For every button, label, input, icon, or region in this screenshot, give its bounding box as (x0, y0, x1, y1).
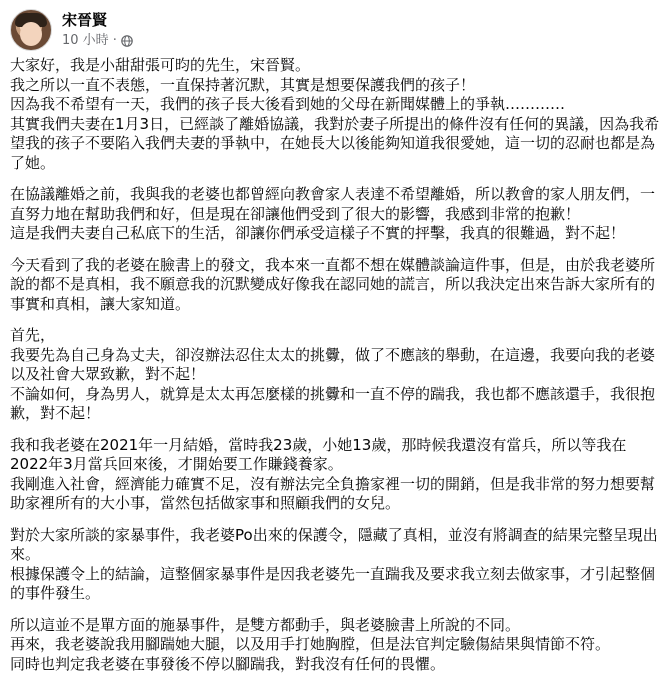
post-text-line: 大家好，我是小甜甜張可昀的先生，宋晉賢。 (10, 56, 660, 76)
post-paragraph (10, 436, 660, 514)
post-text-line: 首先， (10, 326, 660, 346)
meta-separator: · (113, 32, 117, 49)
post-time[interactable]: 10 小時 (62, 32, 109, 49)
author-name[interactable]: 宋晉賢 (62, 11, 133, 30)
post-text-line: 其實我們夫妻在1月3日，已經談了離婚協議，我對於妻子所提出的條件沒有任何的異議，因為我希望我的孩子不要陷入我們夫妻的爭執中，在她長大以後能夠知道我很愛她，這一切的忍耐也都是為了她。 (10, 115, 660, 174)
post-body (10, 56, 660, 674)
post-text-line: 今天看到了我的老婆在臉書上的發文，我本來一直都不想在媒體談論這件事，但是，由於我老婆所說的都不是真相，我不願意我的沉默變成好像我在認同她的謊言，所以我決定出來告訴大家所有的事實和真相，讓大家知道。 (10, 256, 660, 315)
post-text-line: 對於大家所談的家暴事件，我老婆Po出來的保護令，隱藏了真相，並沒有將調查的結果完整呈現出來。 (10, 526, 660, 565)
post-text-line: 因為我不希望有一天，我們的孩子長大後看到她的父母在新聞媒體上的爭執………… (10, 95, 660, 115)
post-paragraph (10, 256, 660, 315)
post-text-line: 不論如何，身為男人，就算是太太再怎麼樣的挑釁和一直不停的踹我，我也都不應該還手，我很抱歉，對不起！ (10, 385, 660, 424)
post-text-line: 所以這並不是單方面的施暴事件，是雙方都動手，與老婆臉書上所說的不同。 (10, 616, 660, 636)
post-text-line: 我和我老婆在2021年一月結婚，當時我23歲，小她13歲，那時候我還沒有當兵，所以等我在2022年3月當兵回來後，才開始要工作賺錢養家。 (10, 436, 660, 475)
avatar[interactable] (10, 9, 52, 51)
post-paragraph (10, 185, 660, 244)
post-paragraph (10, 56, 660, 173)
post-paragraph (10, 616, 660, 674)
avatar-face (20, 22, 42, 46)
post-meta (62, 32, 133, 49)
post-text-line: 我之所以一直不表態，一直保持著沉默，其實是想要保護我們的孩子！ (10, 76, 660, 96)
post-header (10, 8, 133, 52)
post-text-line: 我要先為自己身為丈夫，卻沒辦法忍住太太的挑釁，做了不應該的舉動，在這邊，我要向我的老婆以及社會大眾致歉，對不起！ (10, 346, 660, 385)
post-text-line: 在協議離婚之前，我與我的老婆也都曾經向教會家人表達不希望離婚，所以教會的家人朋友們，一直努力地在幫助我們和好，但是現在卻讓他們受到了很大的影響，我感到非常的抱歉！ (10, 185, 660, 224)
post-paragraph (10, 326, 660, 424)
header-text (62, 11, 133, 49)
globe-icon[interactable] (121, 35, 133, 47)
post-text-line: 同時也判定我老婆在事發後不停以腳踹我，對我沒有任何的畏懼。 (10, 655, 660, 674)
post-text-line: 再來，我老婆說我用腳踹她大腿，以及用手打她胸膛，但是法官判定驗傷結果與情節不符。 (10, 635, 660, 655)
post-paragraph (10, 526, 660, 604)
post-text-line: 我剛進入社會，經濟能力確實不足，沒有辦法完全負擔家裡一切的開銷，但是我非常的努力想要幫助家裡所有的大小事，當然包括做家事和照顧我們的女兒。 (10, 475, 660, 514)
post-text-line: 根據保護令上的結論，這整個家暴事件是因我老婆先一直踹我及要求我立刻去做家事，才引起整個的事件發生。 (10, 565, 660, 604)
post-text-line: 這是我們夫妻自己私底下的生活，卻讓你們承受這樣子不實的抨擊，我真的很難過，對不起！ (10, 224, 660, 244)
